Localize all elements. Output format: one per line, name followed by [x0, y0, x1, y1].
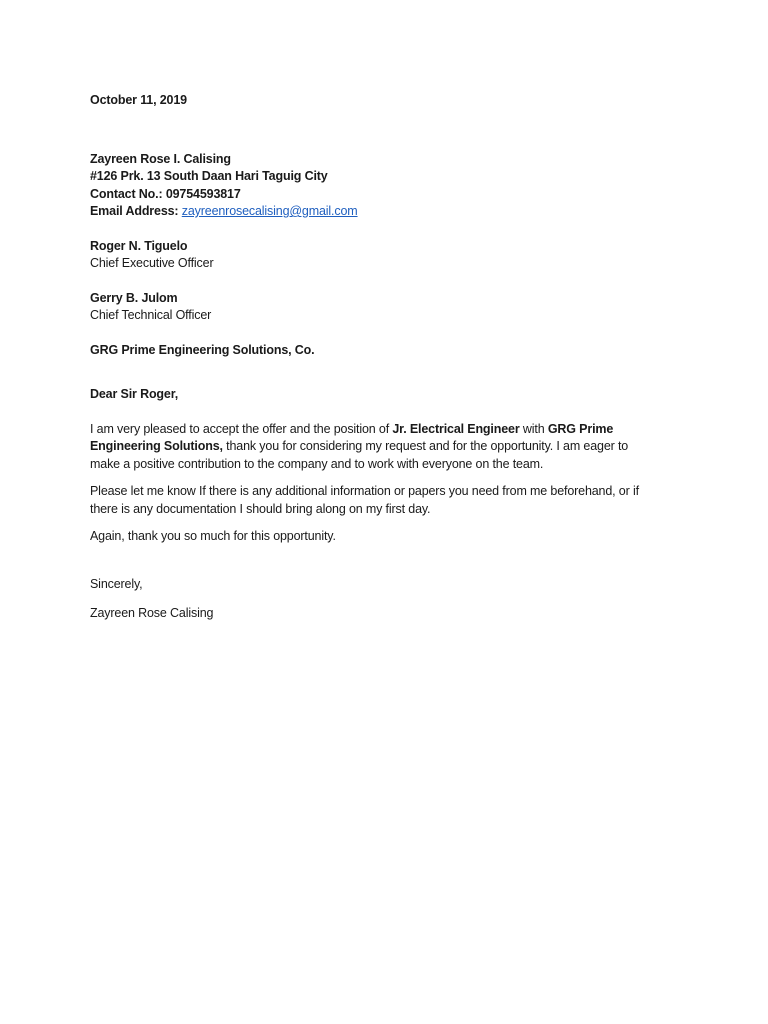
email-link[interactable]: zayreenrosecalising@gmail.com — [181, 204, 358, 218]
recipient-block-1 — [90, 238, 680, 273]
contact-number: 09754593817 — [165, 186, 241, 201]
email-label: Email Address: — [90, 204, 182, 218]
company-mention: GRG Prime Engineering Solutions, — [90, 421, 614, 453]
body-paragraph-1 — [90, 421, 655, 474]
company-name: GRG Prime Engineering Solutions, Co. — [90, 342, 315, 357]
closing: Sincerely, — [90, 576, 143, 591]
sender-contact — [90, 186, 680, 204]
signature-name: Zayreen Rose Calising — [90, 606, 214, 620]
body-paragraph-3: Again, thank you so much for this opportunity. — [90, 529, 336, 543]
sender-address: #126 Prk. 13 South Daan Hari Taguig City — [90, 169, 328, 183]
letter-date: October 11, 2019 — [90, 93, 187, 107]
body-paragraph-2: Please let me know If there is any additional information or papers you need from me beforehand, or if there is any documentation I should bring along on my first day. — [90, 484, 639, 516]
paragraph-text: thank you for considering my request and for the opportunity. I am eager to make a positive contribution to the company and to work with everyone on the team. — [90, 439, 629, 471]
sender-name: Zayreen Rose I. Calising — [90, 151, 231, 166]
recipient-title: Chief Executive Officer — [90, 256, 214, 270]
paragraph-text: with — [519, 421, 548, 436]
recipient-title: Chief Technical Officer — [90, 308, 212, 322]
recipient-block-2 — [90, 290, 680, 325]
recipient-name: Roger N. Tiguelo — [90, 238, 188, 253]
contact-label: Contact No.: — [90, 186, 166, 201]
paragraph-text: I am very pleased to accept the offer and the position of — [90, 421, 393, 436]
salutation: Dear Sir Roger, — [90, 387, 179, 401]
recipient-name: Gerry B. Julom — [90, 290, 178, 305]
sender-block — [90, 151, 680, 221]
letter-body — [90, 92, 680, 623]
sender-email — [90, 203, 680, 221]
position-title: Jr. Electrical Engineer — [392, 421, 520, 436]
